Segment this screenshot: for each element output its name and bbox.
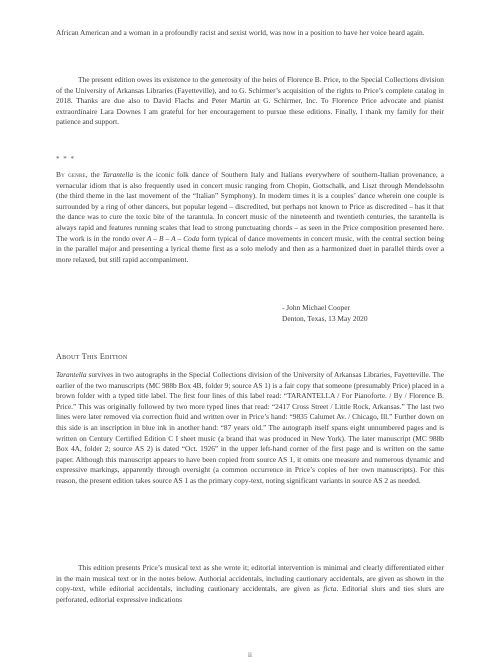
paragraph-acknowledgements	[56, 75, 444, 128]
paragraph-genre	[56, 170, 444, 265]
form-label: A – B – A – Coda	[146, 233, 200, 243]
page-number: ii	[248, 651, 252, 659]
section-break: * * *	[56, 155, 75, 163]
work-title: Tarantella	[102, 170, 134, 179]
paragraph-editorial-method	[56, 563, 444, 605]
paragraph-text: By genre, the Tarantella is the iconic folk dance of Southern Italy and Italians everywhere of southern-Italian provenance, a vernacular idiom that is also frequently used in concert music ranging from Chopin, Gottschalk, and Liszt through Mendelssohn (the third theme in the last movement of the “Italian” Symphony). In modern times it is a couples’ dance wherein one couple is surrounded by a ring of other dancers, but popular legend – discredited, but perhaps not known to Price as discredited – has it that the dance was to cure the toxic bite of the tarantula. In concert music of the nineteenth and twentieth centuries, the tarantella is always rapid and features running scales that lead to strong punctuating chords – as seen in the Price composition presented here. The work is in the rondo over A – B – A – Coda form typical of dance movements in concert music, with the central section being in the parallel major and presenting a lyrical theme first as a solo melody and then as a harmonized duet in parallel thirds over a more relaxed, but still rapid accompaniment.	[56, 170, 445, 264]
paragraph-text: African American and a woman in a profoundly racist and sexist world, was now in a position to have her voice heard again.	[56, 28, 425, 37]
signature-place-date: Denton, Texas, 13 May 2020	[282, 313, 368, 323]
work-title: Tarantella	[56, 370, 87, 379]
paragraph-text: Tarantella survives in two autographs in the Special Collections division of the University of Arkansas Libraries, Fayetteville. The earlier of the two manuscripts (MC 988b Box 4B, folder 9; source AS 1) is a fair copy that someone (presumably Price) placed in a brown folder with a typed title label. The first four lines of this label read: “TARANTELLA / For Pianoforte. / By / Florence B. Price.” This was originally followed by two more typed lines that read: “2417 Cross Street / Little Rock, Arkansas.” The last two lines were later removed via correction fluid and written over in Price’s hand: “9835 Calumet Av. / Chicago, Ill.” Further down on this side is an inscription in blue ink in another hand: “87 years old.” The autograph itself spans eight unnumbered pages and is written on Century Certified Edition C I sheet music (a brand that was produced in New York). The later manuscript (MC 988b Box 4A, folder 2; source AS 2) is dated “Oct. 1926” in the upper left-hand corner of the first page and is written on the same paper. Although this manuscript appears to have been copied from source AS 1, it omits one measure and numerous dynamic and expressive markings, apparently through oversight (a common occurrence in Price’s copies of her own manuscripts). For this reason, the present edition takes source AS 1 as the primary copy-text, noting significant variants in source AS 2 as needed.	[56, 370, 444, 485]
signature-block	[282, 303, 452, 324]
signature-name: - John Michael Cooper	[282, 303, 350, 312]
section-heading: About This Edition	[56, 352, 128, 361]
paragraph-sources	[56, 370, 444, 487]
paragraph-text: This edition presents Price’s musical text as she wrote it; editorial intervention is minimal and clearly differentiated either in the main musical text or in the notes below. Authorial accidentals, including cautionary accidentals, are given as shown in the copy-text, while editorial accidentals, including cautionary accidentals, are given as ficta. Editorial slurs and ties slurs are perforated, editorial expressive indications	[56, 563, 444, 604]
paragraph-continuation	[56, 28, 444, 39]
paragraph-text: The present edition owes its existence to the generosity of the heirs of Florence B. Price, to the Special Collections division of the University of Arkansas Libraries (Fayetteville), and to G. Schirmer’s acquisition of the rights to Price’s complete catalog in 2018. Thanks are due also to David Flachs and Peter Martin at G. Schirmer, Inc. To Florence Price advocate and pianist extraordinaire Lara Downes I am grateful for her encouragement to pursue these editions. Finally, I thank my family for their patience and support.	[56, 75, 444, 127]
ficta-term: ficta	[323, 584, 337, 594]
lead-in-small-caps: By genre	[56, 170, 86, 179]
